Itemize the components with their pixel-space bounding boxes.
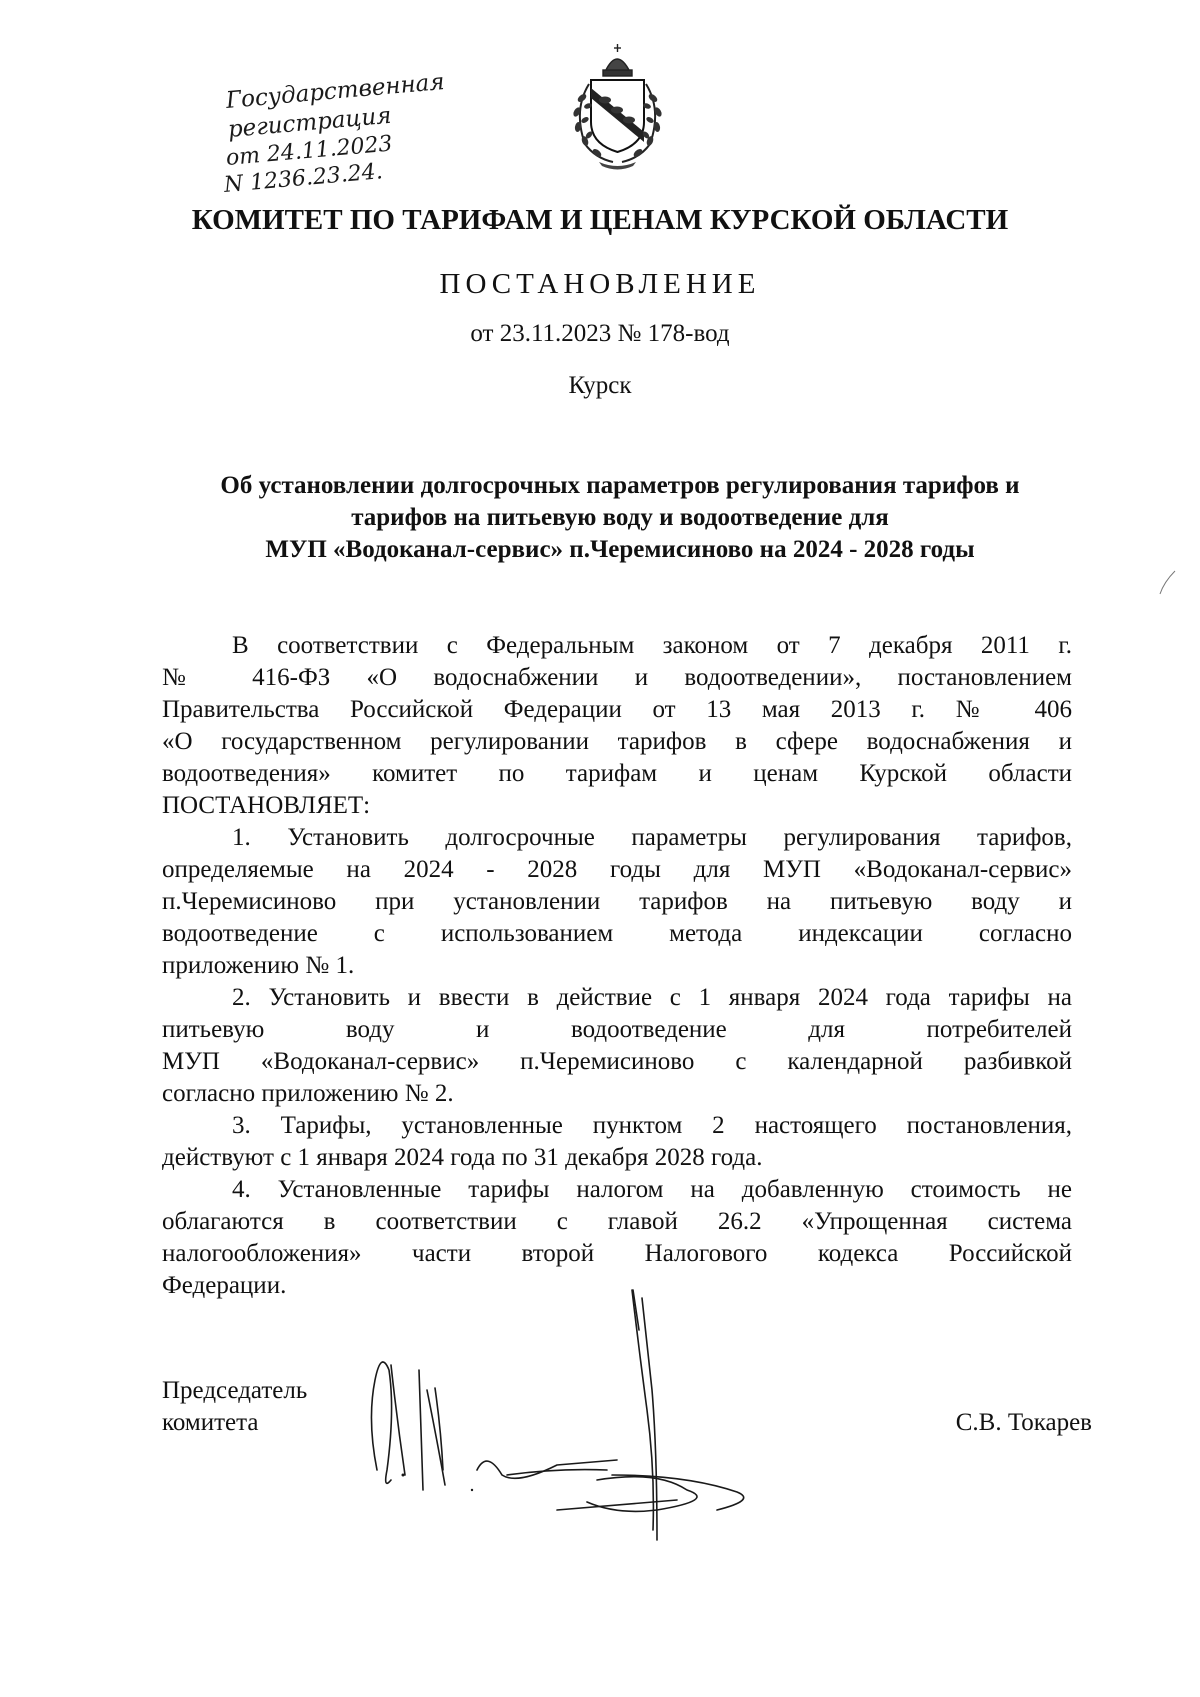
- item-4-line: облагаются в соответствии с главой 26.2 «Упрощенная система: [162, 1208, 1072, 1235]
- item-3-line: действуют с 1 января 2024 года по 31 декабря 2028 года.: [162, 1144, 763, 1171]
- item-2-line: согласно приложению № 2.: [162, 1080, 454, 1107]
- margin-mark: [1158, 568, 1178, 596]
- item-2-line: 2. Установить и ввести в действие с 1 января 2024 года тарифы на: [232, 984, 1072, 1011]
- document-date-number: от 23.11.2023 № 178-вод: [470, 320, 730, 347]
- registration-note-line-3: от 24.11.2023: [224, 131, 394, 171]
- committee-name: КОМИТЕТ ПО ТАРИФАМ И ЦЕНАМ КУРСКОЙ ОБЛАСТИ: [191, 204, 1009, 236]
- registration-note: [222, 68, 452, 198]
- item-1-line: приложению № 1.: [162, 952, 355, 979]
- preamble-line: ПОСТАНОВЛЯЕТ:: [162, 792, 371, 819]
- signer-name: С.В. Токарев: [955, 1409, 1092, 1436]
- signature-block: [162, 1375, 1092, 1535]
- subject-line: Об установлении долгосрочных параметров регулирования тарифов и: [220, 472, 1020, 499]
- coat-of-arms-emblem: [555, 40, 680, 170]
- registration-note-line-1: Государственная: [224, 68, 446, 114]
- item-4-line: налогообложения» части второй Налогового кодекса Российской: [162, 1240, 1072, 1267]
- preamble-line: «О государственном регулировании тарифов в сфере водоснабжения и: [162, 728, 1072, 755]
- handwritten-signature: [357, 1270, 797, 1560]
- preamble-line: водоотведения» комитет по тарифам и ценам Курской области: [162, 760, 1072, 787]
- subject-line: тарифов на питьевую воду и водоотведение для: [351, 504, 889, 531]
- item-2-line: питьевую воду и водоотведение для потребителей: [162, 1016, 1072, 1043]
- item-4-line: 4. Установленные тарифы налогом на добавленную стоимость не: [232, 1176, 1072, 1203]
- item-2-line: МУП «Водоканал-сервис» п.Черемисиново с календарной разбивкой: [162, 1048, 1072, 1075]
- item-4-line: Федерации.: [162, 1272, 287, 1299]
- registration-note-line-2: регистрация: [226, 102, 393, 143]
- item-1-line: определяемые на 2024 - 2028 годы для МУП «Водоканал-сервис»: [162, 856, 1072, 883]
- signer-title-line: Председатель: [162, 1377, 308, 1404]
- subject-line: МУП «Водоканал-сервис» п.Черемисиново на 2024 - 2028 годы: [265, 536, 975, 563]
- item-1-line: водоотведение с использованием метода индексации согласно: [162, 920, 1072, 947]
- document-type: ПОСТАНОВЛЕНИЕ: [439, 268, 761, 300]
- preamble-line: Правительства Российской Федерации от 13 мая 2013 г. № 406: [162, 696, 1072, 723]
- item-1-line: п.Черемисиново при установлении тарифов на питьевую воду и: [162, 888, 1072, 915]
- item-3-line: 3. Тарифы, установленные пунктом 2 настоящего постановления,: [232, 1112, 1072, 1139]
- item-1-line: 1. Установить долгосрочные параметры регулирования тарифов,: [232, 824, 1072, 851]
- preamble-line: № 416-ФЗ «О водоснабжении и водоотведении», постановлением: [162, 664, 1072, 691]
- document-city: Курск: [568, 372, 632, 399]
- preamble-line: В соответствии с Федеральным законом от 7 декабря 2011 г.: [232, 632, 1072, 659]
- document-subject: [150, 470, 1090, 566]
- signer-title-line: комитета: [162, 1409, 259, 1436]
- document-body: [162, 630, 1072, 1320]
- signer-title: [162, 1375, 307, 1439]
- registration-note-line-4: N 1236.23.24.: [222, 159, 384, 198]
